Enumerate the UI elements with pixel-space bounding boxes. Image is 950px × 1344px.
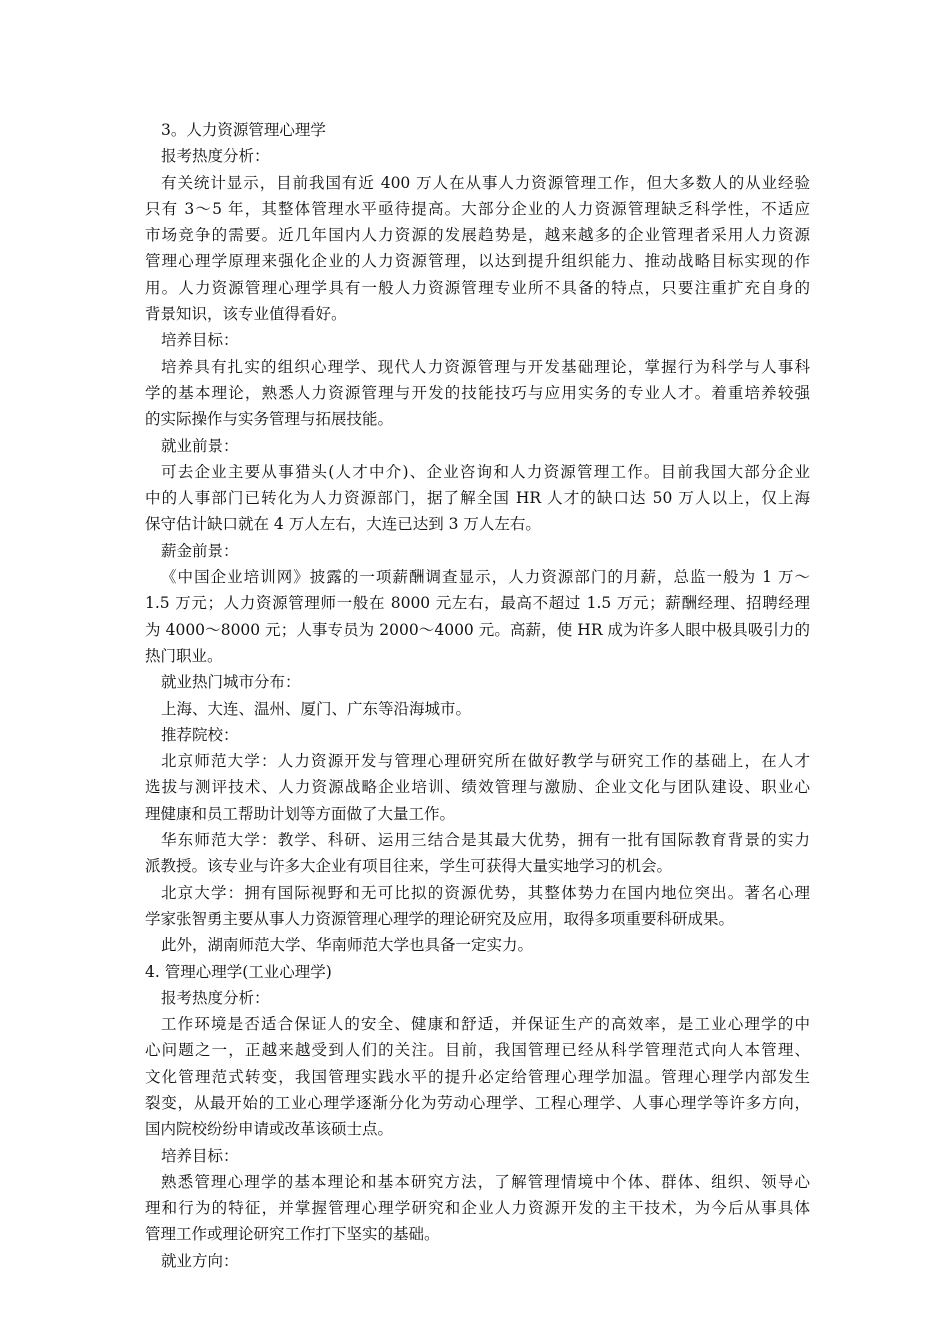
text-line: 4. 管理心理学(工业心理学)	[145, 962, 332, 981]
text-line: 派教授。该专业与许多大企业有项目往来，学生可获得大量实地学习的机会。	[145, 857, 673, 876]
text-line: 市场竞争的需要。近几年国内人力资源的发展趋势是，越来越多的企业管理者采用人力资源	[145, 226, 810, 245]
text-line: 熟悉管理心理学的基本理论和基本研究方法，了解管理情境中个体、群体、组织、领导心	[161, 1172, 810, 1191]
text-line: 《中国企业培训网》披露的一项薪酬调查显示，人力资源部门的月薪，总监一般为 1 万～	[161, 568, 810, 587]
text-line: 只有 3～5 年，其整体管理水平亟待提高。大部分企业的人力资源管理缺乏科学性，不适应	[145, 199, 810, 218]
text-line: 就业方向：	[161, 1251, 239, 1270]
text-line: 管理工作或理论研究工作打下坚实的基础。	[145, 1225, 440, 1244]
text-line: 推荐院校：	[161, 725, 239, 744]
text-line: 薪金前景：	[161, 541, 239, 560]
text-line: 可去企业主要从事猎头(人才中介)、企业咨询和人力资源管理工作。目前我国大部分企业	[161, 462, 810, 481]
text-line: 心问题之一，正越来越受到人们的关注。目前，我国管理已经从科学管理范式向人本管理、	[145, 1041, 810, 1060]
text-line: 就业前景：	[161, 436, 239, 455]
text-line: 背景知识，该专业值得看好。	[145, 305, 347, 324]
text-line: 用。人力资源管理心理学具有一般人力资源管理专业所不具备的特点，只要注重扩充自身的	[145, 278, 810, 297]
text-line: 培养目标：	[161, 331, 239, 350]
text-line: 保守估计缺口就在 4 万人左右，大连已达到 3 万人左右。	[145, 515, 541, 534]
text-line: 1.5 万元；人力资源管理师一般在 8000 元左右，最高不超过 1.5 万元；薪酬经理、招聘经理	[145, 594, 810, 613]
text-line: 报考热度分析：	[161, 988, 270, 1007]
text-line: 工作环境是否适合保证人的安全、健康和舒适，并保证生产的高效率，是工业心理学的中	[161, 1015, 810, 1034]
text-line: 为 4000～8000 元；人事专员为 2000～4000 元。高薪，使 HR 成为许多人眼中极具吸引力的	[145, 620, 810, 639]
text-line: 上海、大连、温州、厦门、广东等沿海城市。	[161, 699, 472, 718]
text-line: 报考热度分析：	[161, 147, 270, 166]
text-line: 热门职业。	[145, 646, 223, 665]
document-page	[145, 117, 810, 1274]
text-line: 国内院校纷纷申请或改革该硕士点。	[145, 1120, 394, 1139]
text-line: 选拔与测评技术、人力资源战略企业培训、绩效管理与激励、企业文化与团队建设、职业心	[145, 778, 810, 797]
text-line: 中的人事部门已转化为人力资源部门，据了解全国 HR 人才的缺口达 50 万人以上，仅上海	[145, 489, 810, 508]
text-line: 培养目标：	[161, 1146, 239, 1165]
text-line: 北京师范大学：人力资源开发与管理心理研究所在做好教学与研究工作的基础上，在人才	[161, 752, 810, 771]
text-line: 3。人力资源管理心理学	[161, 121, 326, 139]
text-line: 此外，湖南师范大学、华南师范大学也具备一定实力。	[161, 936, 534, 955]
text-line: 裂变，从最开始的工业心理学逐渐分化为劳动心理学、工程心理学、人事心理学等许多方向，	[145, 1093, 810, 1112]
text-line: 学家张智勇主要从事人力资源管理心理学的理论研究及应用，取得多项重要科研成果。	[145, 909, 735, 928]
text-line: 学的基本理论，熟悉人力资源管理与开发的技能技巧与应用实务的专业人才。着重培养较强	[145, 383, 810, 402]
text-line: 就业热门城市分布：	[161, 673, 301, 692]
text-line: 文化管理范式转变，我国管理实践水平的提升必定给管理心理学加温。管理心理学内部发生	[145, 1067, 810, 1086]
text-line: 华东师范大学：教学、科研、运用三结合是其最大优势，拥有一批有国际教育背景的实力	[161, 831, 810, 850]
text-line: 有关统计显示，目前我国有近 400 万人在从事人力资源管理工作，但大多数人的从业经验	[161, 173, 810, 192]
text-line: 的实际操作与实务管理与拓展技能。	[145, 410, 394, 429]
text-line: 培养具有扎实的组织心理学、现代人力资源管理与开发基础理论，掌握行为科学与人事科	[161, 357, 810, 376]
text-line: 北京大学：拥有国际视野和无可比拟的资源优势，其整体势力在国内地位突出。著名心理	[161, 883, 810, 902]
text-line: 理和行为的特征，并掌握管理心理学研究和企业人力资源开发的主干技术，为今后从事具体	[145, 1199, 810, 1218]
text-line: 理健康和员工帮助计划等方面做了大量工作。	[145, 804, 456, 823]
text-line: 管理心理学原理来强化企业的人力资源管理，以达到提升组织能力、推动战略目标实现的作	[145, 252, 810, 271]
